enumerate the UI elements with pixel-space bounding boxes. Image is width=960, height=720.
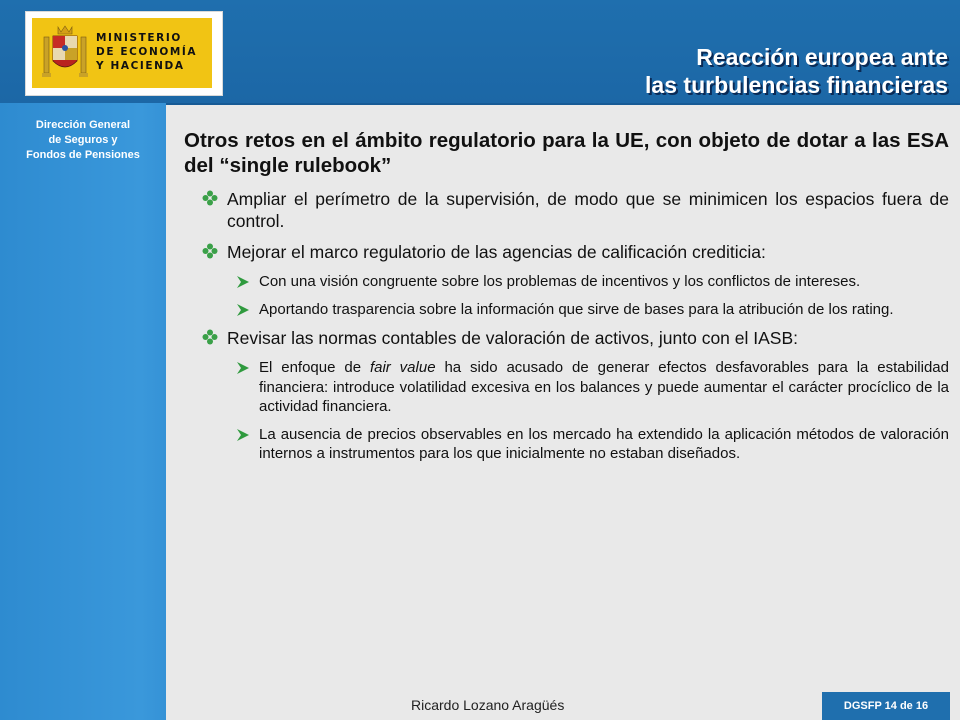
arrow-bullet-icon (236, 361, 250, 375)
bullet-item (184, 241, 949, 263)
department-line: Dirección General (35, 119, 131, 131)
sub-bullet-text: La ausencia de precios observables en los mercado ha extendido la aplicación métodos de valoración internos a instrumentos para los que inicialmente no estaban diseñados. (259, 425, 949, 462)
slide-content (184, 128, 949, 472)
diamond-bullet-icon (202, 243, 218, 259)
ministry-logo (25, 11, 223, 96)
sub-bullet-text-pre: El enfoque de (259, 359, 370, 376)
coat-of-arms-icon (40, 23, 90, 83)
arrow-bullet-icon (236, 275, 250, 289)
slide-title (645, 43, 948, 99)
sub-bullet-item (184, 425, 949, 464)
sub-bullet-text-post: ha sido acusado de generar efectos desfavorables para la estabilidad financiera: introduce volatilidad excesiva en los balances y puede aumentar el carácter procíclico de la actividad financiera. (259, 359, 949, 415)
fair-value-term: fair value (369, 359, 436, 376)
author-name: Ricardo Lozano Aragüés (411, 697, 565, 713)
ministry-name (96, 31, 214, 73)
bullet-item (184, 327, 949, 349)
logo-background (32, 18, 212, 88)
bullet-text: Mejorar el marco regulatorio de las agencias de calificación crediticia: (227, 242, 766, 262)
bullet-item (184, 188, 949, 232)
department-name (0, 118, 166, 163)
ministry-line: MINISTERIO (96, 32, 182, 44)
page-indicator: DGSFP 14 de 16 (822, 692, 950, 720)
department-line: Fondos de Pensiones (26, 149, 140, 161)
sub-bullet-text: Con una visión congruente sobre los problemas de incentivos y los conflictos de intereses. (259, 273, 861, 290)
sub-bullet-item (184, 272, 949, 292)
sub-bullet-item (184, 300, 949, 320)
department-line: de Seguros y (48, 134, 118, 146)
arrow-bullet-icon (236, 303, 250, 317)
bullet-text: Ampliar el perímetro de la supervisión, de modo que se minimicen los espacios fuera de control. (227, 189, 949, 231)
sidebar (0, 103, 166, 720)
arrow-bullet-icon (236, 428, 250, 442)
diamond-bullet-icon (202, 329, 218, 345)
title-line: Reacción europea ante (696, 44, 948, 70)
bullet-text: Revisar las normas contables de valoración de activos, junto con el IASB: (227, 328, 798, 348)
title-line: las turbulencias financieras (645, 72, 948, 98)
diamond-bullet-icon (202, 190, 218, 206)
sub-bullet-text: Aportando trasparencia sobre la información que sirve de bases para la atribución de los rating. (259, 300, 894, 318)
sub-bullet-item (184, 358, 949, 417)
ministry-line: Y HACIENDA (96, 60, 185, 72)
ministry-line: DE ECONOMÍA (96, 46, 198, 58)
slide-heading: Otros retos en el ámbito regulatorio para la UE, con objeto de dotar a las ESA del “single rulebook” (184, 129, 949, 177)
